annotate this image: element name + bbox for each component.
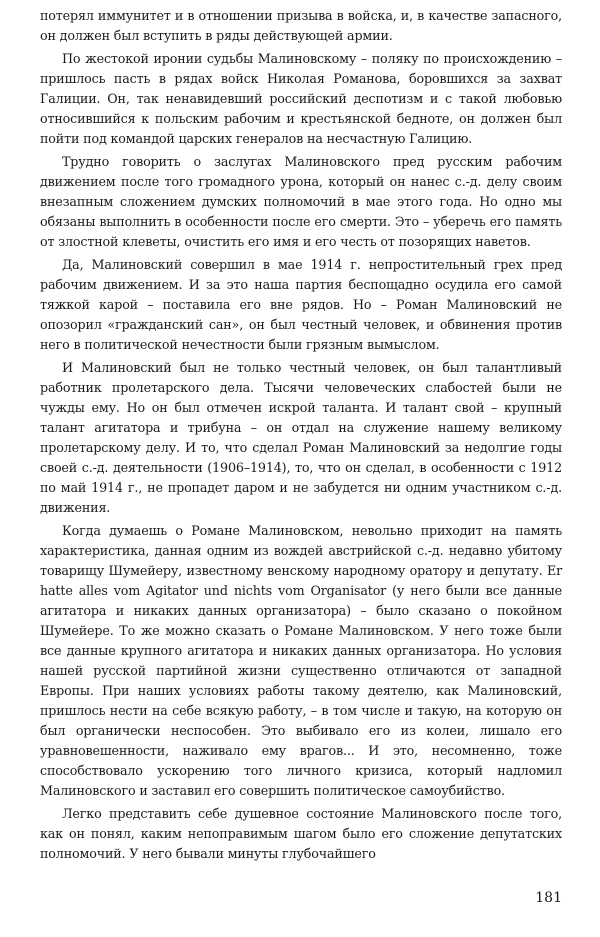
paragraph-3: Трудно говорить о заслугах Малиновского пред русским рабочим движением после того громадного урона, который он нанес с.-д. делу своим внезапным сложением думских полномочий в мае этого года. Но одно мы обязаны выполнить в особенности после его смерти. Это – уберечь его память от злостной клеветы, очистить его имя и его честь от позорящих наветов. bbox=[40, 154, 562, 249]
paragraph-4: Да, Малиновский совершил в мае 1914 г. непростительный грех пред рабочим движением. И за это наша партия беспощадно осудила его самой тяжкой карой – поставила его вне рядов. Но – Роман Малиновский не опозорил «гражданский сан», он был честный человек, и обвинения против него в политической нечестности были грязным вымыслом. bbox=[40, 257, 562, 352]
paragraph-1: потерял иммунитет и в отношении призыва в войска, и, в качестве запасного, он должен был вступить в ряды действующей армии. bbox=[40, 8, 562, 43]
paragraph-5: И Малиновский был не только честный человек, он был талантливый работник пролетарского дела. Тысячи человеческих слабостей были не чужды ему. Но он был отмечен искрой таланта. И талант свой – крупный талант агитатора и трибуна – он отдал на служение нашему великому пролетарскому делу. И то, что сделал Роман Малиновский за недолгие годы своей с.-д. деятельности (1906–1914), то, что он сделал, в особенности с 1912 по май 1914 г., не пропадет даром и не забудется ни одним участником с.-д. движения. bbox=[40, 360, 562, 515]
page-number: 181 bbox=[535, 890, 562, 906]
paragraph-2: По жестокой иронии судьбы Малиновскому – поляку по происхождению – пришлось пасть в рядах войск Николая Романова, боровшихся за захват Галиции. Он, так ненавидевший российский деспотизм и с такой любовью относившийся к польским рабочим и крестьянской бедноте, он должен был пойти под командой царских генералов на несчастную Галицию. bbox=[40, 51, 562, 146]
paragraph-7: Легко представить себе душевное состояние Малиновского после того, как он понял, каким непоправимым шагом было его сложение депутатских полномочий. У него бывали минуты глубочайшего bbox=[40, 806, 562, 861]
page-text bbox=[40, 6, 562, 867]
paragraph-6: Когда думаешь о Романе Малиновском, невольно приходит на память характеристика, данная одним из вождей австрийской с.-д. недавно убитому товарищу Шумейеру, известному венскому народному оратору и депутату. Er hatte alles vom Agitator und nichts vom Organisator (у него были все данные агитатора и никаких данных организатора) – было сказано о покойном Шумейере. То же можно сказать о Романе Малиновском. У него тоже были все данные крупного агитатора и никаких данных организатора. Но условия нашей русской партийной жизни существенно отличаются от западной Европы. При наших условиях работы такому деятелю, как Малиновский, пришлось нести на себе всякую работу, – в том числе и такую, на которую он был органически неспособен. Это выбивало его из колеи, лишало его уравновешенности, наживало ему врагов... И это, несомненно, тоже способствовало ускорению того личного кризиса, который надломил Малиновского и заставил его совершить политическое самоубийство. bbox=[40, 523, 562, 798]
